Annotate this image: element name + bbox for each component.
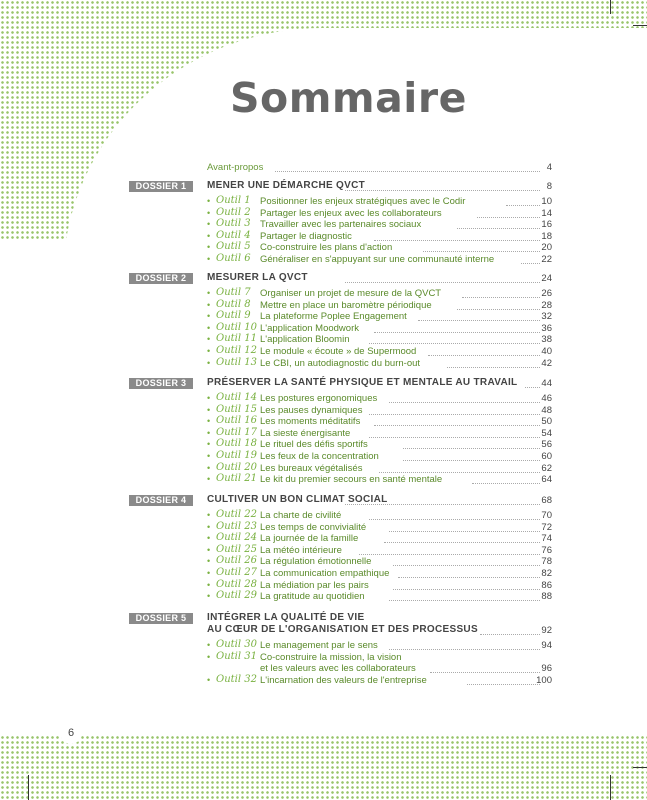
toc-entry-page: 96 <box>541 663 552 675</box>
outil-label: Outil 24 <box>216 532 257 544</box>
bullet-dot: • <box>207 311 211 322</box>
bullet-dot: • <box>207 299 211 310</box>
toc-entry-label: La régulation émotionnelle <box>260 556 372 568</box>
toc-entry-page: 88 <box>541 591 552 603</box>
bullet-dot: • <box>207 334 211 345</box>
dot-leader <box>521 263 540 264</box>
toc-entry-label: Les moments méditatifs <box>260 416 361 428</box>
dossier-title: MESURER LA QVCT <box>207 272 308 283</box>
toc-entry-label: Le kit du premier secours en santé mentale <box>260 474 443 486</box>
outil-label: Outil 29 <box>216 590 257 602</box>
dot-leader <box>467 684 540 685</box>
toc-entry-page: 10 <box>541 196 552 207</box>
toc-entry-page: 86 <box>541 579 552 591</box>
toc-entry-label: Les postures ergonomiques <box>260 393 378 404</box>
dot-leader <box>393 589 540 590</box>
dossier-page: 24 <box>541 273 552 284</box>
bullet-dot: • <box>207 568 211 578</box>
dot-leader <box>384 542 540 543</box>
dossier-badge: DOSSIER 4 <box>129 495 193 506</box>
outil-label: Outil 26 <box>216 555 257 567</box>
bullet-dot: • <box>207 322 211 333</box>
toc-entry-label: La médiation par les pairs <box>260 579 369 591</box>
bullet-dot: • <box>207 196 211 206</box>
outil-label: Outil 3 <box>216 218 251 230</box>
toc-entry-page: 56 <box>541 439 552 451</box>
toc-entry-label: L'incarnation des valeurs de l'entreprise <box>260 674 427 686</box>
dot-leader <box>389 649 541 650</box>
toc-entry-page: 48 <box>541 404 552 416</box>
toc-entry-page: 62 <box>541 462 552 474</box>
dot-leader <box>472 483 540 484</box>
toc-entry-label: La journée de la famille <box>260 533 359 545</box>
toc-entry-label: Les temps de convivialité <box>260 521 367 533</box>
outil-label: Outil 13 <box>216 356 257 368</box>
outil-label: Outil 21 <box>216 473 257 485</box>
dot-leader <box>369 519 540 520</box>
toc-entry-page: 82 <box>541 568 552 579</box>
dossier-badge: DOSSIER 1 <box>129 181 193 192</box>
toc-entry-page: 28 <box>541 299 552 311</box>
bullet-dot: • <box>207 462 211 473</box>
dot-leader <box>418 320 540 321</box>
toc-entry-page: 40 <box>541 346 552 357</box>
dossier-title-line2: AU CŒUR DE L'ORGANISATION ET DES PROCESSUS <box>207 624 478 635</box>
toc-entry-label: Le module « écoute » de Supermood <box>260 346 417 357</box>
bullet-dot: • <box>207 254 211 264</box>
toc-entry-page: 20 <box>541 242 552 254</box>
dot-leader <box>457 309 540 310</box>
dot-leader <box>275 171 540 172</box>
outil-label: Outil 30 <box>216 639 257 650</box>
toc-entry-page: 14 <box>541 207 552 219</box>
toc-entry-label: La sieste énergisante <box>260 427 351 439</box>
dossier-page: 92 <box>541 625 552 636</box>
bullet-dot: • <box>207 640 211 650</box>
toc-entry-page: 94 <box>541 640 552 651</box>
outil-label: Outil 4 <box>216 229 251 241</box>
toc-entry-page: 54 <box>541 427 552 439</box>
toc-entry-page: 32 <box>541 311 552 323</box>
toc-entry-page: 76 <box>541 544 552 556</box>
toc-entry-page: 50 <box>541 416 552 428</box>
toc-entry-page: 38 <box>541 334 552 346</box>
toc-entry-page: 60 <box>541 451 552 462</box>
dot-leader <box>525 387 540 388</box>
dossier-badge: DOSSIER 5 <box>129 613 193 624</box>
dossier-title: MENER UNE DÉMARCHE QVCT <box>207 180 366 191</box>
outil-label: Outil 1 <box>216 195 251 206</box>
toc-entry-label: Partager les enjeux avec les collaborateurs <box>260 207 442 219</box>
toc-entry-page: 42 <box>541 357 552 369</box>
outil-label: Outil 31 <box>216 650 257 662</box>
bullet-dot: • <box>207 288 211 298</box>
bullet-dot: • <box>207 357 211 368</box>
bullet-dot: • <box>207 207 211 218</box>
toc-entry-label: Généraliser en s'appuyant sur une communauté interne <box>260 254 495 265</box>
toc-entry-page: 100 <box>536 674 552 686</box>
outil-label: Outil 19 <box>216 450 257 461</box>
bullet-dot: • <box>207 674 211 685</box>
avant-propos-page: 4 <box>546 162 552 173</box>
dot-leader <box>480 634 540 635</box>
toc-entry-page: 74 <box>541 533 552 545</box>
outil-label: Outil 18 <box>216 438 257 450</box>
toc-entry-page: 26 <box>541 288 552 299</box>
dot-leader <box>345 190 540 191</box>
dot-leader <box>398 577 540 578</box>
bullet-dot: • <box>207 219 211 230</box>
toc-entry-page: 78 <box>541 556 552 568</box>
outil-label: Outil 9 <box>216 310 251 322</box>
bullet-dot: • <box>207 416 211 427</box>
bullet-dot: • <box>207 556 211 567</box>
outil-label: Outil 14 <box>216 392 257 403</box>
bullet-dot: • <box>207 533 211 544</box>
outil-label: Outil 23 <box>216 520 257 532</box>
dossier-title: INTÉGRER LA QUALITÉ DE VIE <box>207 612 365 623</box>
outil-label: Outil 7 <box>216 287 251 298</box>
toc-entry-page: 22 <box>541 254 552 265</box>
bullet-dot: • <box>207 427 211 438</box>
toc-entry-label: Les pauses dynamiques <box>260 404 363 416</box>
toc-entry-label: Le rituel des défis sportifs <box>260 439 368 451</box>
toc-entry-page: 72 <box>541 521 552 533</box>
toc-entry-page: 46 <box>541 393 552 404</box>
dot-leader <box>457 228 540 229</box>
outil-label: Outil 17 <box>216 426 257 438</box>
bullet-dot: • <box>207 521 211 532</box>
bullet-dot: • <box>207 346 211 356</box>
dot-leader <box>374 425 540 426</box>
dot-leader <box>403 460 540 461</box>
dossier-page: 44 <box>541 378 552 389</box>
dossier-page: 68 <box>541 495 552 506</box>
toc-entry-label: L'application Bloomin <box>260 334 350 346</box>
toc-entry-label: L'application Moodwork <box>260 322 359 334</box>
dot-leader <box>462 297 540 298</box>
outil-label: Outil 20 <box>216 461 257 473</box>
toc-entry-page: 18 <box>541 230 552 242</box>
dot-leader <box>393 565 540 566</box>
toc-entry-label: Les feux de la concentration <box>260 451 379 462</box>
bullet-dot: • <box>207 439 211 450</box>
dossier-title: CULTIVER UN BON CLIMAT SOCIAL <box>207 494 388 505</box>
dot-leader <box>430 672 540 673</box>
outil-label: Outil 11 <box>216 333 257 345</box>
outil-label: Outil 10 <box>216 321 257 333</box>
dot-leader <box>345 282 540 283</box>
dot-leader <box>374 332 540 333</box>
dot-leader <box>389 402 541 403</box>
toc-entry-page: 70 <box>541 510 552 521</box>
dot-leader <box>477 217 540 218</box>
bullet-dot: • <box>207 451 211 461</box>
dot-leader <box>506 205 540 206</box>
toc-entry-label: Positionner les enjeux stratégiques avec le Codir <box>260 196 466 207</box>
bullet-dot: • <box>207 230 211 241</box>
avant-propos-label: Avant-propos <box>207 162 264 173</box>
dot-leader <box>359 554 540 555</box>
page-number: 6 <box>60 722 82 744</box>
dossier-badge: DOSSIER 3 <box>129 378 193 389</box>
toc-entry-label: Co-construire la mission, la vision <box>260 651 402 663</box>
outil-label: Outil 22 <box>216 509 257 520</box>
toc-entry-label: Travailler avec les partenaires sociaux <box>260 219 422 231</box>
bullet-dot: • <box>207 404 211 415</box>
bullet-dot: • <box>207 242 211 253</box>
dot-leader <box>403 448 540 449</box>
dossier-page: 8 <box>546 181 552 192</box>
dot-leader <box>389 600 541 601</box>
outil-label: Outil 32 <box>216 673 257 685</box>
toc-entry-page: 16 <box>541 219 552 231</box>
toc-entry-label: La plateforme Poplee Engagement <box>260 311 407 323</box>
dot-leader <box>369 437 540 438</box>
toc-entry-label: La gratitude au quotidien <box>260 591 365 603</box>
dot-leader <box>423 251 540 252</box>
bullet-dot: • <box>207 393 211 403</box>
dot-leader <box>369 414 540 415</box>
bullet-dot: • <box>207 591 211 602</box>
outil-label: Outil 8 <box>216 298 251 310</box>
bullet-dot: • <box>207 474 211 485</box>
toc-entry-label: Partager le diagnostic <box>260 230 352 242</box>
bullet-dot: • <box>207 651 211 662</box>
outil-label: Outil 5 <box>216 241 251 253</box>
dot-leader <box>345 504 540 505</box>
toc-entry-label: Mettre en place un baromètre périodique <box>260 299 432 311</box>
dossier-badge: DOSSIER 2 <box>129 273 193 284</box>
toc-entry-label: Les bureaux végétalisés <box>260 462 363 474</box>
toc-entry-label-line2: et les valeurs avec les collaborateurs <box>260 663 416 675</box>
dossier-title: PRÉSERVER LA SANTÉ PHYSIQUE ET MENTALE AU TRAVAIL <box>207 377 518 388</box>
outil-label: Outil 28 <box>216 578 257 590</box>
outil-label: Outil 16 <box>216 415 257 427</box>
outil-label: Outil 25 <box>216 543 257 555</box>
outil-label: Outil 27 <box>216 567 257 578</box>
outil-label: Outil 12 <box>216 345 257 356</box>
toc-entry-label: Co-construire les plans d'action <box>260 242 393 254</box>
toc-entry-label: La communication empathique <box>260 568 390 579</box>
page-title: Sommaire <box>230 74 467 122</box>
dot-leader <box>389 531 541 532</box>
dot-leader <box>428 355 540 356</box>
toc-entry-page: 64 <box>541 474 552 486</box>
toc-entry-label: La météo intérieure <box>260 544 342 556</box>
bullet-dot: • <box>207 579 211 590</box>
toc-entry-page: 36 <box>541 322 552 334</box>
toc-entry-label: Organiser un projet de mesure de la QVCT <box>260 288 442 299</box>
toc-entry-label: Le CBI, un autodiagnostic du burn-out <box>260 357 421 369</box>
outil-label: Outil 6 <box>216 253 251 264</box>
outil-label: Outil 2 <box>216 206 251 218</box>
bullet-dot: • <box>207 510 211 520</box>
bullet-dot: • <box>207 544 211 555</box>
dot-leader <box>447 367 540 368</box>
dot-leader <box>369 343 540 344</box>
toc-entry-label: La charte de civilité <box>260 510 342 521</box>
dot-leader <box>374 240 540 241</box>
toc-entry-label: Le management par le sens <box>260 640 378 651</box>
dot-leader <box>379 472 540 473</box>
outil-label: Outil 15 <box>216 403 257 415</box>
